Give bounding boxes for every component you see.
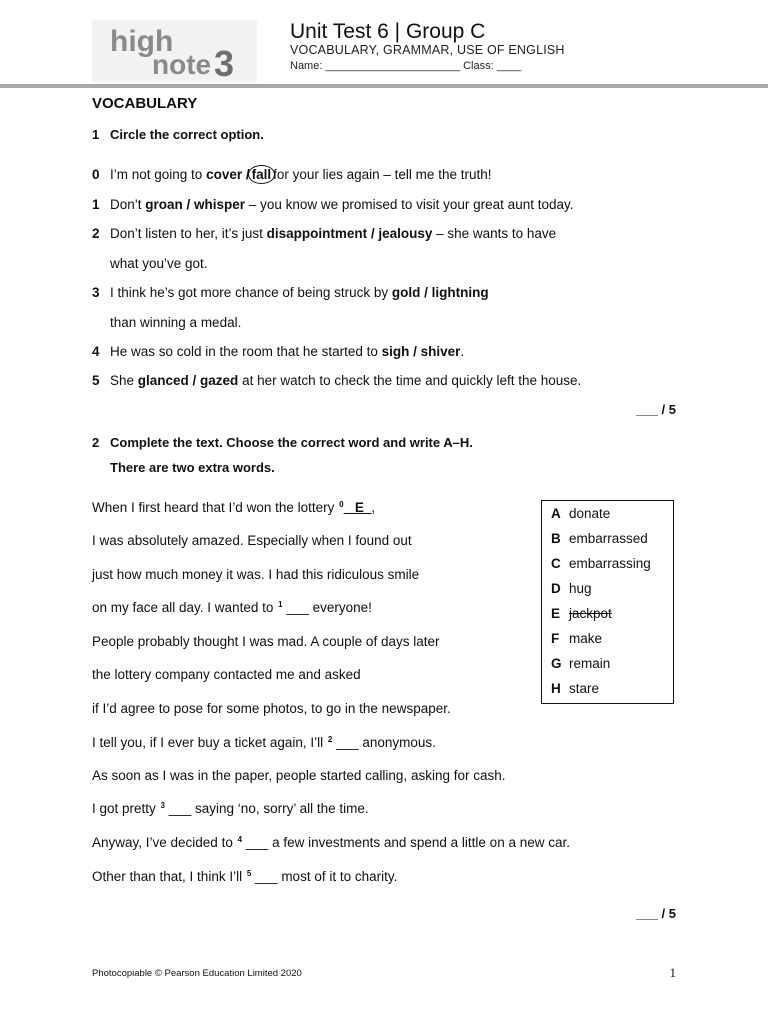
item-text: I’m not going to cover / fall for your lies again – tell me the truth! [110, 167, 492, 182]
answer-gap[interactable]: ___ [251, 869, 278, 884]
circled-answer: fall [248, 165, 276, 184]
exercise1-score: ___ / 5 [636, 402, 676, 417]
name-class-line: Name: ______________________ Class: ____ [290, 60, 522, 72]
item-text: Don’t groan / whisper – you know we promised to visit your great aunt today. [110, 197, 574, 212]
text-line-10: I got pretty $^3$ ___ saying ‘no, sorry’ all the time. [92, 801, 369, 816]
item-number: 4 [92, 344, 100, 359]
item-number: 2 [92, 226, 100, 241]
text-line-12: Other than that, I think I’ll $^5$ ___ most of it to charity. [92, 869, 398, 884]
text-line-3: just how much money it was. I had this ridiculous smile [92, 567, 420, 582]
exercise1-instruction [92, 127, 264, 142]
exercise1-instruction-text: Circle the correct option. [110, 127, 264, 142]
logo-number: 3 [214, 43, 235, 82]
text-line-9: As soon as I was in the paper, people started calling, asking for cash. [92, 768, 506, 783]
word-option-h: H stare [551, 681, 600, 696]
copyright-footer: Photocopiable © Pearson Education Limited 2020 [92, 968, 302, 979]
exercise2-score: ___ / 5 [636, 906, 676, 921]
page-title: Unit Test 6 | Group C [290, 20, 486, 43]
exercise2-instruction-text: Complete the text. Choose the correct word and write A–H. [110, 435, 473, 450]
option-pair[interactable]: glanced / gazed [137, 373, 239, 388]
logo-text-bottom: note [152, 49, 212, 80]
high-note-logo [92, 20, 257, 82]
item-number: 1 [92, 197, 100, 212]
item-number: 3 [92, 285, 100, 300]
word-option-d: D hug [551, 581, 592, 596]
text-line-1: When I first heard that I’d won the lottery $^0$ _E_, [92, 500, 376, 515]
option-pair[interactable]: groan / whisper [145, 197, 246, 212]
text-line-5: People probably thought I was mad. A couple of days later [92, 634, 440, 649]
answer-gap[interactable]: ___ [282, 600, 309, 615]
gap-number: 3 [160, 801, 165, 810]
gap-number: 1 [278, 600, 283, 609]
answer-gap[interactable]: ___ [242, 835, 269, 850]
used-word: jackpot [569, 606, 612, 621]
word-option-b: B embarrassed [551, 531, 648, 546]
exercise1-number: 1 [92, 127, 100, 142]
answer-gap[interactable]: ___ [165, 801, 192, 816]
word-option-g: G remain [551, 656, 611, 671]
text-line-11: Anyway, I’ve decided to $^4$ ___ a few investments and spend a little on a new car. [92, 835, 570, 850]
example-answer: _E_ [343, 500, 372, 515]
item-number: 5 [92, 373, 100, 388]
page-number: 1 [669, 965, 676, 980]
word-option-e: E jackpot [551, 606, 612, 621]
text-line-6: the lottery company contacted me and asked [92, 667, 361, 682]
exercise2-number: 2 [92, 435, 100, 450]
item-text: I think he’s got more chance of being struck by gold / lightning [110, 285, 489, 300]
gap-number: 5 [246, 869, 252, 878]
section-title: VOCABULARY [92, 95, 198, 112]
text-line-4: on my face all day. I wanted to $^1$ ___ everyone! [92, 600, 372, 615]
gap-number: 0 [339, 500, 344, 509]
page-subtitle: VOCABULARY, GRAMMAR, USE OF ENGLISH [290, 43, 565, 57]
gap-number: 2 [327, 735, 333, 744]
option-pair[interactable]: disappointment / jealousy [266, 226, 433, 241]
exercise2-instruction-continued: There are two extra words. [110, 460, 275, 475]
header-rule [0, 84, 768, 88]
option-pair[interactable]: sigh / shiver [381, 344, 461, 359]
text-line-8: I tell you, if I ever buy a ticket again, I’ll $^2$ ___ anonymous. [92, 735, 436, 750]
text-line-2: I was absolutely amazed. Especially when I found out [92, 533, 412, 548]
gap-number: 4 [237, 835, 243, 844]
option-pair[interactable]: gold / lightning [391, 285, 489, 300]
item-text: She glanced / gazed at her watch to check the time and quickly left the house. [110, 373, 582, 388]
ex1-item-3-continued: than winning a medal. [110, 315, 242, 330]
text-line-7: if I’d agree to pose for some photos, to go in the newspaper. [92, 701, 451, 716]
logo-text-top: high [110, 25, 174, 58]
answer-gap[interactable]: ___ [332, 735, 359, 750]
word-option-c: C embarrassing [551, 556, 651, 571]
exercise2-instruction [92, 435, 473, 450]
item-text: He was so cold in the room that he started to sigh / shiver. [110, 344, 465, 359]
ex1-item-2-continued: what you’ve got. [110, 256, 208, 271]
word-option-f: F make [551, 631, 603, 646]
word-option-a: A donate [551, 506, 611, 521]
item-text: Don’t listen to her, it’s just disappointment / jealousy – she wants to have [110, 226, 557, 241]
word-box [541, 500, 674, 704]
item-number: 0 [92, 167, 100, 182]
